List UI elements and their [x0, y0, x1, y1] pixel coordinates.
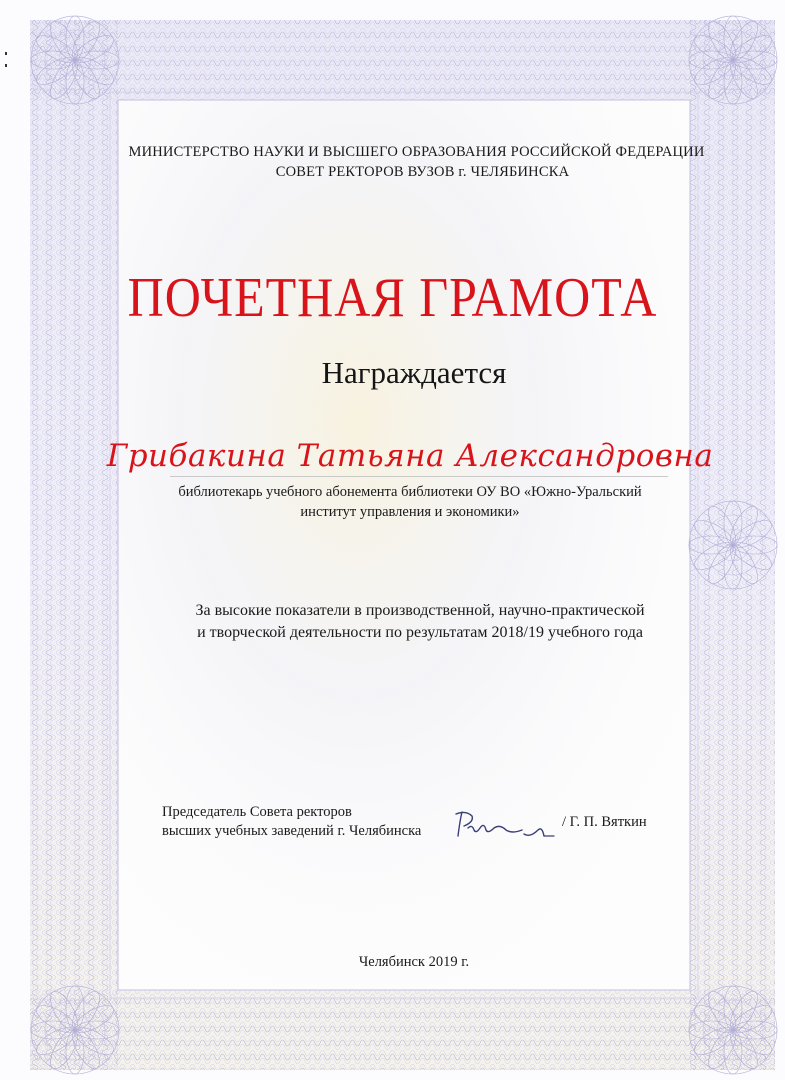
council-heading: СОВЕТ РЕКТОРОВ ВУЗОВ г. ЧЕЛЯБИНСКА [275, 164, 570, 180]
signer-position-line: высших учебных заведений г. Челябинска [162, 823, 422, 839]
award-reason-line: За высокие показатели в производственной, научно-практической [195, 602, 645, 619]
scan-edge-marks [4, 50, 10, 80]
recipient-role-line: институт управления и экономики» [300, 504, 520, 520]
recipient-role-line: библиотекарь учебного абонемента библиотеки ОУ ВО «Южно-Уральский [178, 484, 642, 500]
handwritten-signature [450, 806, 560, 846]
signer-name: / Г. П. Вяткин [562, 814, 647, 830]
place-and-date: Челябинск 2019 г. [358, 954, 470, 970]
signer-position-line: Председатель Совета ректоров [162, 804, 352, 820]
name-underline [170, 476, 668, 477]
certificate-title: ПОЧЕТНАЯ ГРАМОТА [127, 265, 658, 329]
award-reason-line: и творческой деятельности по результатам 2018/19 учебного года [197, 624, 643, 641]
award-reason [150, 600, 690, 644]
signer-position [162, 803, 432, 841]
recipient-role [150, 482, 670, 522]
recipient-name: Грибакина Татьяна Александровна [106, 438, 714, 474]
awarded-label: Награждается [321, 355, 507, 390]
ministry-heading: МИНИСТЕРСТВО НАУКИ И ВЫСШЕГО ОБРАЗОВАНИЯ РОССИЙСКОЙ ФЕДЕРАЦИИ [128, 144, 705, 160]
